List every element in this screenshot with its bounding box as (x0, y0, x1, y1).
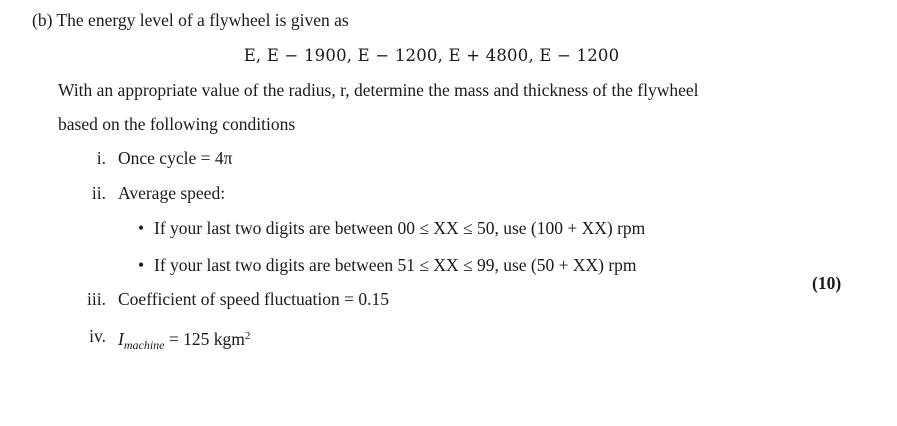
speed-rule-text: If your last two digits are between 00 ≤ XX ≤ 50, use (100 + XX) rpm (154, 218, 646, 238)
marks-label: (10) (812, 273, 842, 293)
condition-number: i. (96, 148, 106, 168)
condition-number: iv. (89, 326, 106, 346)
bullet-icon: • (138, 255, 145, 275)
energy-levels-equation (0, 44, 897, 67)
heading-text: The energy level of a flywheel is given as (56, 10, 349, 30)
question-heading (32, 9, 349, 31)
intro-line-1: With an appropriate value of the radius, r, determine the mass and thickness of the flywheel (58, 80, 699, 100)
condition-number: iii. (87, 289, 106, 309)
energy-levels-text: E, E − 1900, E − 1200, E + 4800, E − 1200 (243, 46, 620, 65)
condition-text-inertia (118, 325, 250, 356)
condition-text: Once cycle = 4π (118, 148, 233, 168)
speed-rule-text: If your last two digits are between 51 ≤ XX ≤ 99, use (50 + XX) rpm (154, 255, 637, 275)
condition-text: Coefficient of speed fluctuation = 0.15 (118, 289, 390, 309)
intro-line-2: based on the following conditions (58, 114, 296, 134)
bullet-icon: • (138, 218, 145, 238)
inertia-superscript: 2 (244, 330, 251, 342)
condition-text: Average speed: (118, 183, 226, 203)
condition-number: ii. (91, 183, 106, 203)
inertia-subscript: machine (123, 338, 165, 352)
inertia-symbol: I (118, 329, 124, 349)
part-label: (b) (32, 10, 53, 30)
inertia-value: = 125 kgm (168, 329, 245, 349)
